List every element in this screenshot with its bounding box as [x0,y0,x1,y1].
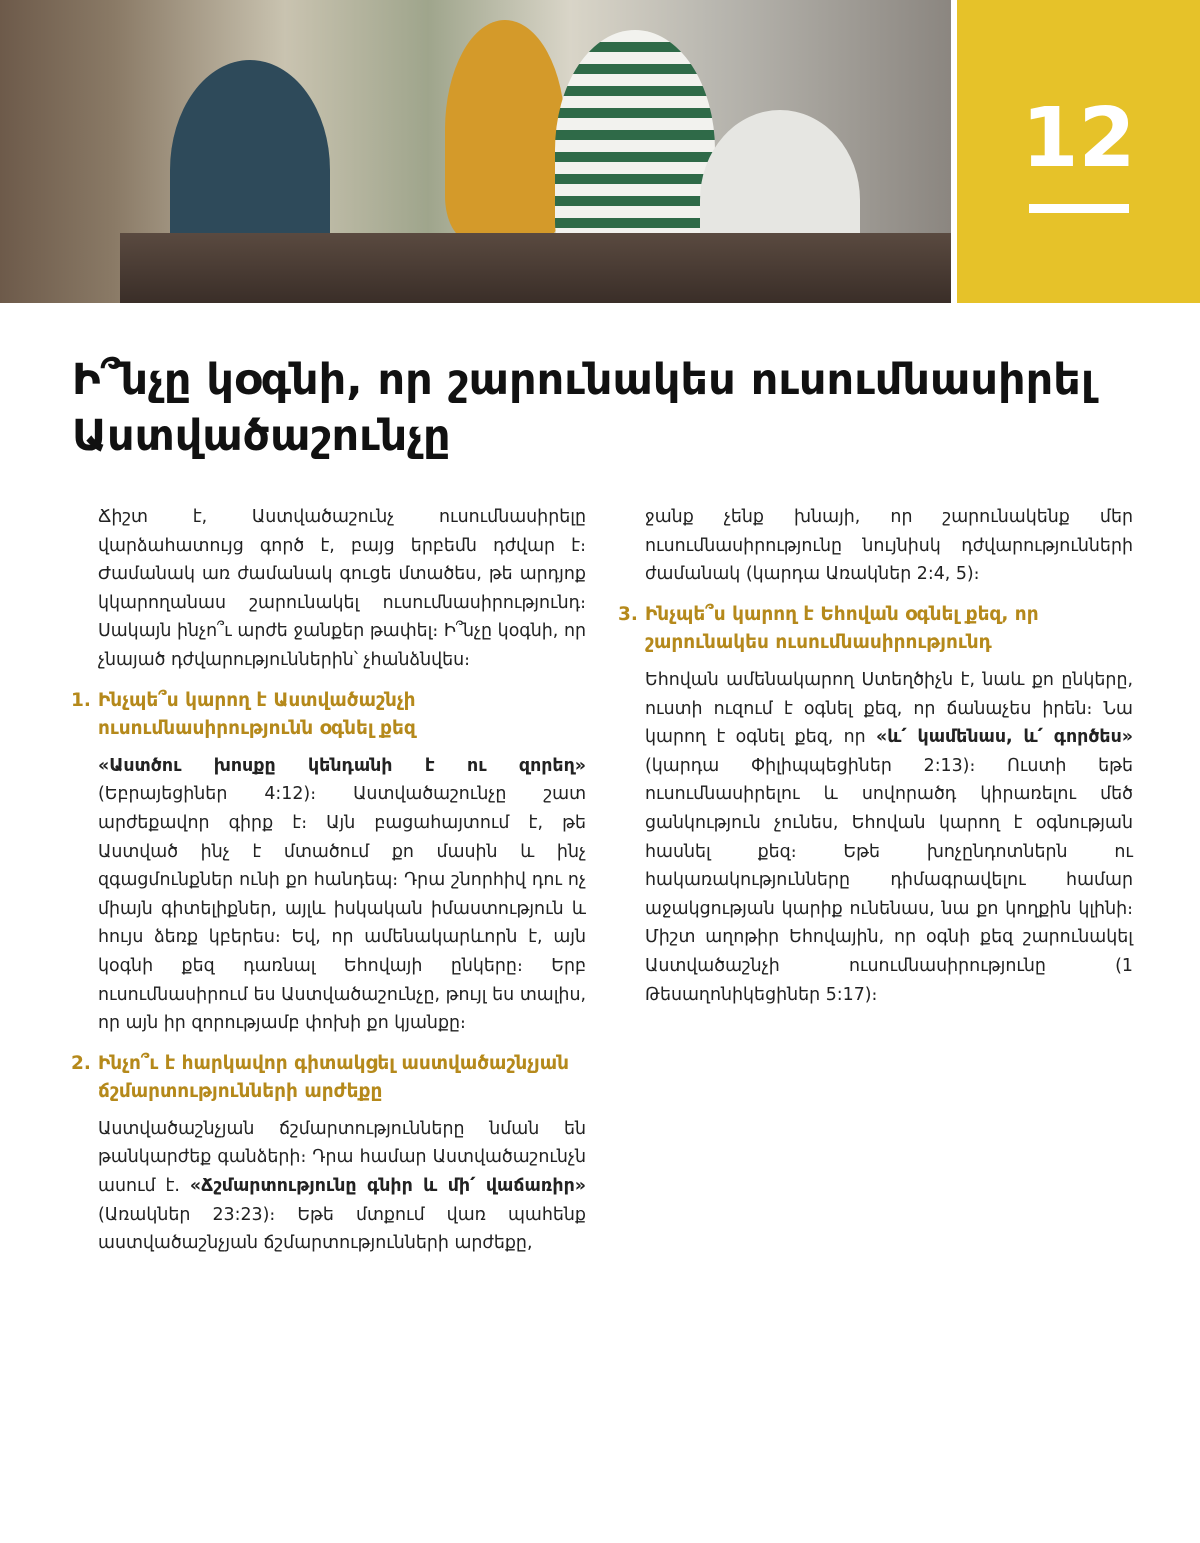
section-heading-text: Ինչպե՞ս կարող է Եհովան օգնել քեզ, որ շարունակես ուսումնասիրությունդ [645,603,1039,654]
girl-figure [445,20,565,240]
body-text: (Առակներ 23:23)։ Եթե մտքում վառ պահենք աստվածաշնչյան ճշմարտությունների արժեքը, [98,1204,586,1254]
section-number: 3. [618,603,638,625]
right-column [618,503,1133,1021]
section-number: 2. [71,1052,91,1074]
body-text: Աստվածաշնչյան ճշմարտությունները նման են թանկարժեք գանձերի։ Դրա համար Աստվածաշունչն ասում է. [98,1118,586,1197]
section-3-body [645,666,1133,1009]
section-heading-text: Ինչո՞ւ է հարկավոր գիտակցել աստվածաշնչյան ճշմարտությունների արժեքը [98,1052,570,1103]
lesson-number-underline [1029,204,1129,213]
scripture-quote: «Ճշմարտությունը գնիր և մի՛ վաճառիր» [189,1176,586,1197]
intro-paragraph: Ճիշտ է, Աստվածաշունչ ուսումնասիրելը վարձահատույց գործ է, բայց երբեմն դժվար է։ Ժամանակ առ ժամանակ գուցե մտածես, թե արդյոք կկարողանաս շարունակել ուսումնասիրությունդ։ Սակայն ինչո՞ւ արժե ջանքեր թափել։ Ի՞նչը կօգնի, որ չնայած դժվարություններին՝ չհանձնվես։ [98,507,586,670]
body-text: (Եբրայեցիներ 4:12)։ Աստվածաշունչը շատ արժեքավոր գիրք է։ Այն բացահայտում է, թե Աստված ինչ է մտածում քո մասին և ինչ զգացմունքներ ունի քո հանդեպ։ Դրա շնորհիվ դու ոչ միայն գիտելիքներ, այլև իսկական իմաստություն և հույս ձեռք կբերես։ Եվ, որ ամենակարևորն է, այն կօգնի քեզ դառնալ Եհովայի ընկերը։ Երբ ուսումնասիրում ես Աստվածաշունչը, թույլ ես տալիս, որ այն իր զորությամբ փոխի քո կյանքը։ [98,784,586,1034]
section-2-body-continued: ջանք չենք խնայի, որ շարունակենք մեր ուսումնասիրությունը նույնիսկ դժվարությունների ժամանակ (կարդա Առակներ 2:4, 5)։ [645,507,1133,585]
left-column [71,503,586,1270]
section-2-body [98,1115,586,1258]
lesson-number-badge [957,0,1200,303]
section-1-heading [71,687,586,744]
scripture-quote: «Աստծու խոսքը կենդանի է ու զորեղ» [98,755,586,776]
section-2-heading [71,1050,586,1107]
body-text: Եհովան ամենակարող Ստեղծիչն է, նաև քո ընկերը, ուստի ուզում է օգնել քեզ, որ ճանաչես իրեն։ Նա կարող է օգնել քեզ, որ [645,669,1133,748]
section-3-heading [618,601,1133,658]
body-text: (կարդա Փիլիպպեցիներ 2:13)։ Ուստի եթե ուսումնասիրելու և սովորածդ կիրառելու մեծ ցանկություն չունես, Եհովան կարող է օգնության հասնել քեզ։ Եթե խոչընդոտներն ու հակառակությունները դիմագրավելու համար աջակցության կարիք ունենաս, նա քո կողքին կլինի։ Միշտ աղոթիր Եհովային, որ օգնի քեզ շարունակել Աստվածաշնչի ուսումնասիրությունը (1 Թեսաղոնիկեցիներ 5:17)։ [645,755,1133,1005]
lesson-number: 12 [1021,91,1136,186]
table [120,233,951,303]
section-number: 1. [71,689,91,711]
family-bible-study-photo [0,0,951,303]
section-heading-text: Ինչպե՞ս կարող է Աստվածաշնչի ուսումնասիրությունն օգնել քեզ [98,689,416,740]
section-1-body [98,752,586,1038]
page-title: Ի՞նչը կօգնի, որ շարունակես ուսումնասիրել Աստվածաշունչը [72,355,1095,461]
scripture-quote: «և՛ կամենաս, և՛ գործես» [875,727,1133,748]
